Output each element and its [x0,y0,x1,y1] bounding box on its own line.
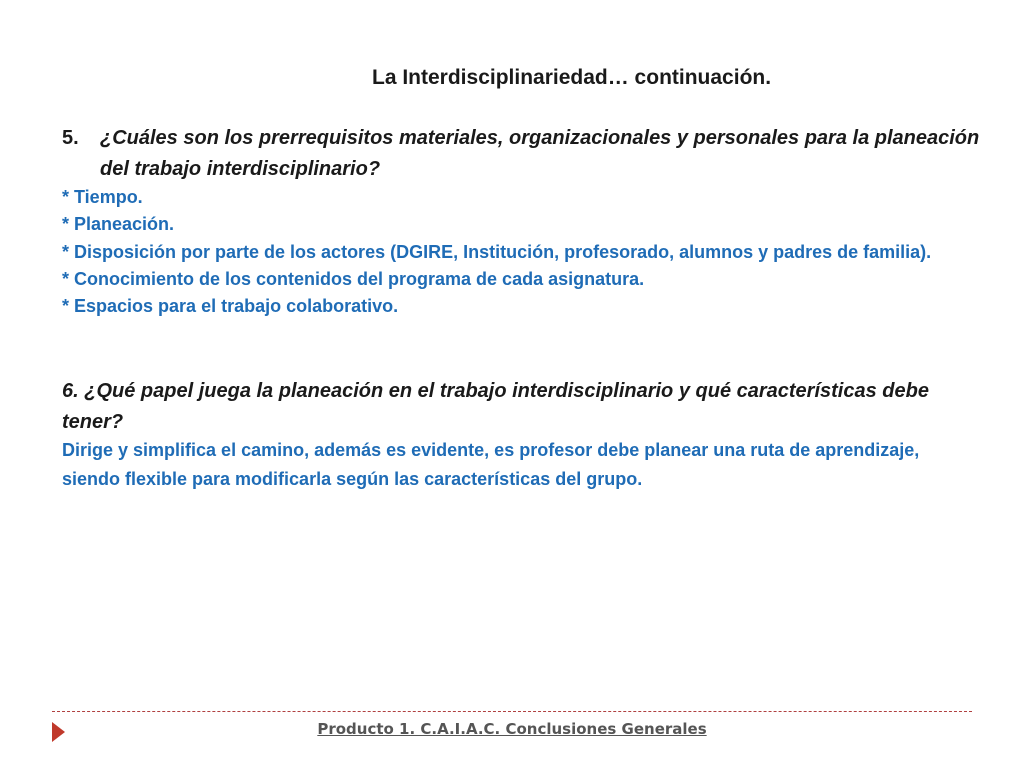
question-5 [62,123,992,185]
answer-item: * Disposición por parte de los actores (DGIRE, Institución, profesorado, alumnos y padres de familia). [62,241,932,262]
question-5-answers [62,184,982,320]
question-5-text: ¿Cuáles son los prerrequisitos materiales, organizacionales y personales para la planeación del trabajo interdisciplinario? [100,127,980,180]
answer-item: * Tiempo. [62,187,143,207]
question-6-answer: Dirige y simplifica el camino, además es evidente, es profesor debe planear una ruta de aprendizaje, siendo flexible para modificarla según las características del grupo. [62,440,920,489]
footer-divider [52,711,972,712]
slide-title: La Interdisciplinariedad… continuación. [372,66,772,89]
question-5-number: 5. [62,127,79,149]
question-6-text: 6. ¿Qué papel juega la planeación en el trabajo interdisciplinario y qué características debe tener? [62,380,929,433]
answer-item: * Conocimiento de los contenidos del programa de cada asignatura. [62,268,645,289]
footer-link[interactable]: Producto 1. C.A.I.A.C. Conclusiones Generales [317,720,707,738]
answer-item: * Espacios para el trabajo colaborativo. [62,296,399,317]
answer-item: * Planeación. [62,214,175,235]
